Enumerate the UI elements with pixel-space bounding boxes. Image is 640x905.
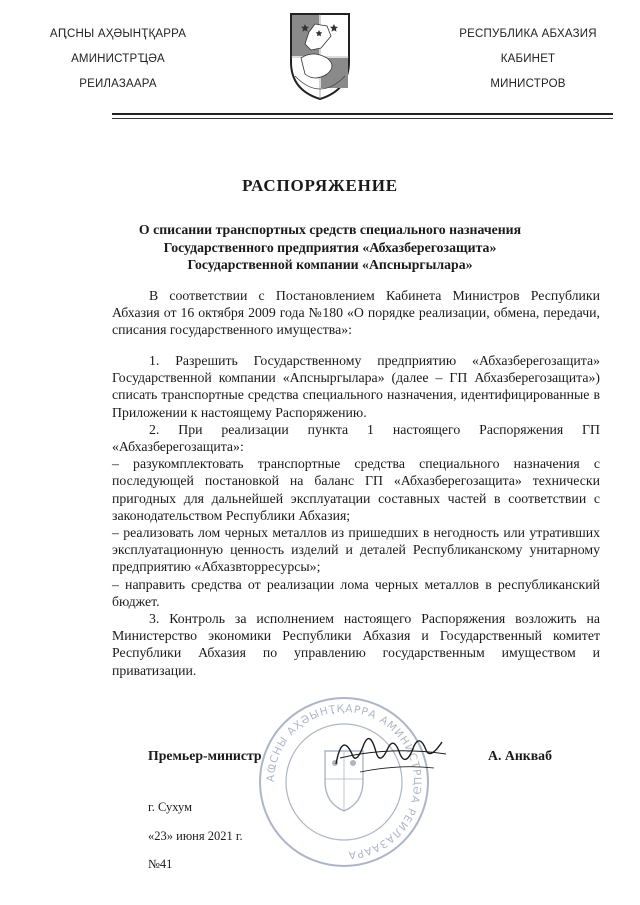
- header-left-line-3: РЕИЛАЗААРА: [79, 78, 157, 90]
- header-divider-thin: [112, 118, 613, 119]
- subject-line-2: Государственного предприятия «Абхазберегозащита»: [163, 239, 497, 255]
- document-date: «23» июня 2021 г.: [148, 829, 243, 843]
- handwritten-signature: [330, 724, 450, 778]
- document-title: РАСПОРЯЖЕНИЕ: [242, 176, 398, 195]
- order-subitem-3: – направить средства от реализации лома черных металлов в республиканский бюджет.: [112, 576, 600, 609]
- header-right-line-2: КАБИНЕТ: [500, 53, 556, 65]
- order-subitem-2: – реализовать лом черных металлов из пришедших в негодность или утративших эксплуатационную ценность изделий и деталей Республиканскому унитарному предприятию «Абхазвторресурсы»;: [112, 525, 600, 575]
- subject-line-1: О списании транспортных средств специального назначения: [138, 222, 522, 237]
- header-right-line-3: МИНИСТРОВ: [490, 78, 566, 90]
- signatory-name: А. Анкваб: [488, 748, 552, 763]
- order-item-1: 1. Разрешить Государственному предприятию «Абхазберегозащита» Государственной компании «Апсныргылара» (далее – ГП Абхазберегозащита») списать транспортные средства специального назначения, идентифицированные в Приложении к настоящему Распоряжению.: [112, 353, 600, 420]
- order-item-2: 2. При реализации пункта 1 настоящего Распоряжения ГП «Абхазберегозащита»:: [112, 421, 600, 455]
- document-subject: [100, 221, 560, 274]
- header-right-block: [428, 22, 628, 97]
- document-number: №41: [148, 857, 173, 871]
- header-right-line-1: РЕСПУБЛИКА АБХАЗИЯ: [459, 28, 597, 40]
- official-seal-stamp: [255, 693, 433, 871]
- header-left-line-2: АМИНИСТРҴӘА: [71, 53, 165, 65]
- header-left-block: [18, 22, 218, 97]
- header-divider-thick: [112, 113, 613, 115]
- subject-line-3: Государственной компании «Апсныргылара»: [187, 257, 473, 272]
- preamble-block: [112, 287, 600, 339]
- abkhazia-coat-of-arms-icon: [287, 10, 353, 102]
- order-subitem-1: – разукомплектовать транспортные средства специального назначения с последующей постановкой на баланс ГП «Абхазберегозащита» технически пригодных для дальнейшей эксплуатации составных частей в соответствии с законодательством Республики Абхазия;: [112, 456, 600, 523]
- header-left-line-1: АԤСНЫ АҲӘЫНҬҚАРРА: [49, 28, 187, 40]
- signatory-position: Премьер-министр: [148, 748, 262, 763]
- order-item-3: 3. Контроль за исполнением настоящего Распоряжения возложить на Министерство экономики Республики Абхазия и Государственный комитет Республики Абхазия по управлению государственным имуществом и приватизации.: [112, 611, 600, 678]
- seal-ring-text: АҨСНЫ АҲӘЫНҬҚАРРА АМИНИСТРЦӘА РЕИЛАЗААРА: [264, 702, 424, 861]
- document-place: г. Сухум: [148, 800, 193, 814]
- orders-block: [112, 352, 600, 679]
- preamble-paragraph: В соответствии с Постановлением Кабинета Министров Республики Абхазия от 16 октября 2009 года №180 «О порядке реализации, обмена, передачи, списания государственного имущества»:: [112, 288, 600, 338]
